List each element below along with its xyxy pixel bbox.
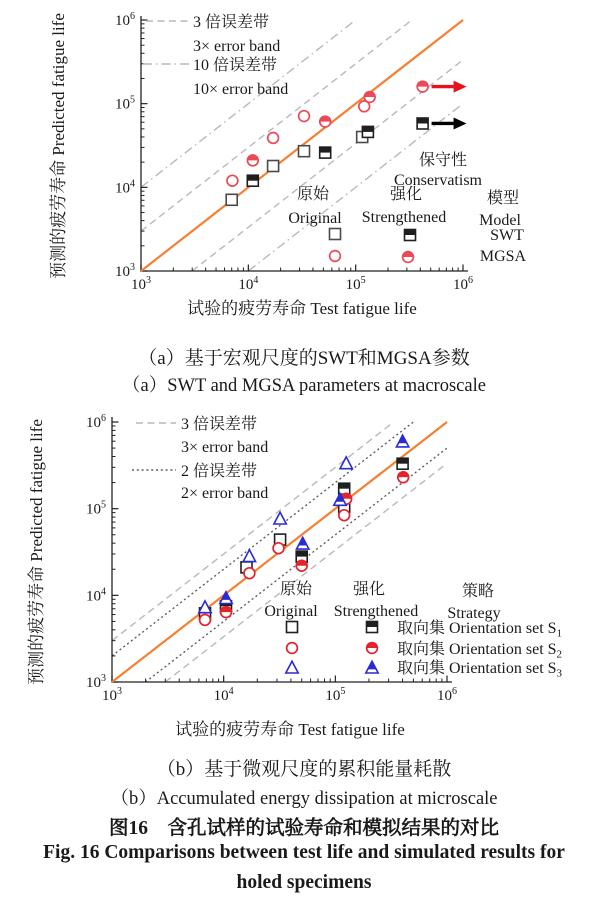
tick-label: $10^6$ bbox=[86, 413, 106, 431]
legend-label-2x-zh-b: 2 倍误差带 bbox=[181, 463, 258, 480]
tick-label: $10^4$ bbox=[115, 178, 135, 197]
data-point-marker bbox=[287, 622, 298, 633]
data-point-marker bbox=[417, 118, 428, 129]
legend-col-strengthened-en-b: Strengthened bbox=[333, 603, 419, 620]
tick-label: $10^6$ bbox=[453, 275, 473, 293]
chart-b bbox=[0, 403, 608, 753]
data-point-marker bbox=[364, 92, 375, 103]
legend-marker-s3-original bbox=[286, 661, 298, 673]
tick-label: $10^6$ bbox=[115, 11, 135, 29]
data-point-marker bbox=[405, 230, 416, 241]
tick-label: $10^3$ bbox=[131, 275, 151, 293]
legend-col-strategy-zh: 策略 bbox=[461, 583, 495, 600]
legend-label-3x-zh-b: 3 倍误差带 bbox=[181, 416, 258, 433]
data-point-marker bbox=[227, 175, 238, 186]
data-point-marker bbox=[287, 643, 298, 654]
caption-b-en: （b）Accumulated energy dissipation at microscale bbox=[110, 789, 498, 809]
legend-label-3x-zh-a: 3 倍误差带 bbox=[193, 14, 270, 31]
legend-marker-s2-original bbox=[287, 643, 298, 654]
legend-marker-s1-original bbox=[287, 622, 298, 633]
data-point-marker bbox=[247, 175, 258, 186]
data-point-marker bbox=[268, 161, 279, 172]
legend-marker-s3-strengthened bbox=[366, 661, 378, 673]
tick-label: $10^5$ bbox=[345, 275, 366, 293]
legend-col-strategy-en: Strategy bbox=[447, 605, 501, 622]
legend-marker-swt-strengthened bbox=[405, 230, 416, 241]
data-point-marker bbox=[221, 607, 232, 618]
legend-col-original-en-b: Original bbox=[264, 603, 318, 620]
tick-label: $10^6$ bbox=[437, 686, 457, 704]
data-point-marker bbox=[403, 252, 414, 263]
legend-label-10x-zh-a: 10 倍误差带 bbox=[193, 57, 278, 74]
data-point-marker bbox=[268, 133, 279, 144]
legend-col-original-zh-a: 原始 bbox=[296, 186, 330, 203]
data-point-marker bbox=[320, 116, 331, 127]
annotation-conservatism-en: Conservatism bbox=[394, 172, 482, 189]
data-point-marker bbox=[339, 510, 350, 521]
legend-marker-s2-strengthened bbox=[367, 643, 378, 654]
data-point-marker bbox=[366, 661, 378, 673]
legend-row-s2: 取向集 Orientation set $S_2$ bbox=[397, 641, 563, 661]
legend-marker-mgsa-strengthened bbox=[403, 252, 414, 263]
x-axis-label-b: 试验的疲劳寿命 Test fatigue life bbox=[175, 720, 405, 739]
data-point-marker bbox=[200, 615, 211, 626]
caption-a-zh: （a）基于宏观尺度的SWT和MGSA参数 bbox=[138, 348, 470, 369]
annotation-conservatism-zh: 保守性 bbox=[418, 152, 468, 169]
figure-caption-en-line2: holed specimens bbox=[236, 872, 372, 893]
legend-col-model-en: Model bbox=[479, 212, 521, 229]
legend-col-original-zh-b: 原始 bbox=[279, 581, 313, 598]
legend-label-3x-en-b: 3× error band bbox=[181, 439, 269, 456]
legend-label-10x-en-a: 10× error band bbox=[193, 81, 289, 98]
tick-label: $10^5$ bbox=[86, 499, 106, 518]
data-point-marker bbox=[320, 147, 331, 158]
data-point-marker bbox=[273, 543, 284, 554]
legend-row-s3: 取向集 Orientation set $S_3$ bbox=[397, 660, 563, 680]
figure-caption-zh: 图16 含孔试样的试验寿命和模拟结果的对比 bbox=[108, 818, 499, 839]
legend-row-mgsa: MGSA bbox=[479, 248, 527, 265]
legend-col-strengthened-en-a: Strengthened bbox=[361, 209, 447, 226]
data-point-marker bbox=[296, 560, 307, 571]
tick-label: $10^5$ bbox=[325, 686, 346, 704]
data-point-marker bbox=[367, 622, 378, 633]
y-axis-label-b: 预测的疲劳寿命 Predicted fatigue life bbox=[27, 419, 46, 685]
legend-col-original-en-a: Original bbox=[288, 210, 342, 227]
y-axis-label-a: 预测的疲劳寿命 Predicted fatigue life bbox=[49, 13, 68, 279]
legend-marker-swt-original bbox=[330, 229, 341, 240]
legend-marker-s1-strengthened bbox=[367, 622, 378, 633]
data-point-marker bbox=[362, 126, 373, 137]
data-point-marker bbox=[330, 251, 341, 262]
legend-col-model-zh: 模型 bbox=[486, 190, 520, 207]
data-point-marker bbox=[417, 81, 428, 92]
legend-row-swt: SWT bbox=[490, 227, 524, 244]
legend-label-3x-en-a: 3× error band bbox=[193, 38, 281, 55]
legend-row-s1: 取向集 Orientation set $S_1$ bbox=[397, 620, 563, 640]
data-point-marker bbox=[397, 458, 408, 469]
data-point-marker bbox=[297, 537, 309, 549]
data-point-marker bbox=[398, 472, 409, 483]
tick-label: $10^3$ bbox=[102, 686, 122, 704]
legend-col-strengthened-zh-b: 强化 bbox=[352, 581, 386, 598]
data-point-marker bbox=[286, 661, 298, 673]
data-point-marker bbox=[226, 194, 237, 205]
tick-label: $10^4$ bbox=[86, 586, 106, 605]
data-point-marker bbox=[299, 146, 310, 157]
tick-label: $10^4$ bbox=[238, 275, 259, 293]
caption-b-zh: （b）基于微观尺度的累积能量耗散 bbox=[156, 759, 452, 780]
legend-col-strengthened-zh-a: 强化 bbox=[389, 186, 423, 203]
data-point-marker bbox=[247, 155, 258, 166]
data-point-marker bbox=[244, 568, 255, 579]
runout-arrow-head bbox=[454, 81, 467, 93]
tick-label: $10^3$ bbox=[86, 673, 106, 691]
data-point-marker bbox=[367, 643, 378, 654]
tick-label: $10^3$ bbox=[115, 262, 135, 280]
data-point-marker bbox=[396, 435, 408, 447]
chart-a bbox=[0, 0, 608, 342]
caption-a-en: （a）SWT and MGSA parameters at macroscale bbox=[122, 376, 486, 396]
tick-label: $10^4$ bbox=[213, 686, 234, 704]
figure-caption-en-line1: Fig. 16 Comparisons between test life and simulated results for bbox=[43, 842, 565, 863]
legend-marker-mgsa-original bbox=[330, 251, 341, 262]
data-point-marker bbox=[243, 550, 255, 562]
legend-label-2x-en-b: 2× error band bbox=[181, 485, 269, 502]
x-axis-label-a: 试验的疲劳寿命 Test fatigue life bbox=[187, 299, 417, 318]
runout-arrow-head bbox=[454, 117, 467, 129]
data-point-marker bbox=[330, 229, 341, 240]
tick-label: $10^5$ bbox=[115, 94, 135, 113]
data-point-marker bbox=[299, 111, 310, 122]
